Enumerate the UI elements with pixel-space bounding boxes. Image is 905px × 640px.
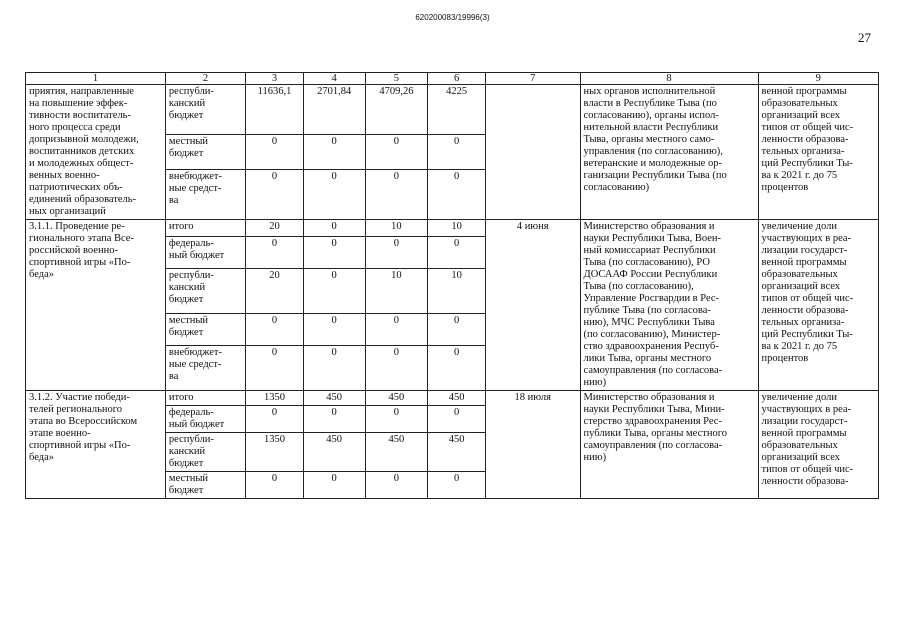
funding-source-cell: внебюджет- ные средст- ва [165,345,245,390]
amount-total-cell: 0 [246,169,304,219]
activity-name-cell: 3.1.2. Участие победи- телей регионального этапа во Всероссийском этапе военно- спортивной игры «По- беда» [26,391,166,499]
amount-year3-cell: 10 [428,220,486,237]
amount-year2-cell: 0 [365,314,428,345]
funding-source-cell: республи- канский бюджет [165,268,245,313]
funding-source-cell: внебюджет- ные средст- ва [165,169,245,219]
amount-total-cell: 20 [246,268,304,313]
amount-year2-cell: 450 [365,391,428,406]
amount-year3-cell: 4225 [428,85,486,135]
amount-year1-cell: 0 [303,268,365,313]
amount-total-cell: 0 [246,314,304,345]
amount-year2-cell: 0 [365,406,428,433]
table-row [26,85,879,135]
amount-year3-cell: 450 [428,433,486,472]
amount-year1-cell: 0 [303,406,365,433]
amount-year2-cell: 0 [365,135,428,170]
column-number: 5 [365,73,428,85]
column-number: 1 [26,73,166,85]
amount-year3-cell: 450 [428,391,486,406]
column-number: 4 [303,73,365,85]
funding-source-cell: местный бюджет [165,314,245,345]
amount-year2-cell: 4709,26 [365,85,428,135]
amount-year3-cell: 0 [428,472,486,499]
column-number-row [26,73,879,85]
responsible-cell: Министерство образования и науки Республики Тыва, Мини- стерство здравоохранения Рес- публики Тыва, органы местного самоуправления (по согласова- нию) [580,391,758,499]
column-number: 9 [758,73,878,85]
responsible-cell: ных органов исполнительной власти в Республике Тыва (по согласованию), органы испол- нительной власти Республики Тыва, органы местного само- управления (по согласованию), ветеранские и молодежные ор- ганизации Республики Тыва (по согласованию) [580,85,758,220]
amount-year1-cell: 0 [303,135,365,170]
table-row [26,220,879,237]
amount-total-cell: 20 [246,220,304,237]
amount-year3-cell: 10 [428,268,486,313]
column-number: 2 [165,73,245,85]
amount-year1-cell: 450 [303,391,365,406]
column-number: 7 [485,73,580,85]
table-row [26,391,879,406]
amount-year1-cell: 0 [303,472,365,499]
amount-year2-cell: 10 [365,220,428,237]
activity-name-cell: приятия, направленные на повышение эффек- тивности воспитатель- ного процесса среди допризывной молодежи, воспитанников детских и молодежных общест- венных военно- патриотических объ- единений образователь- ных организаций [26,85,166,220]
deadline-cell [485,85,580,220]
amount-total-cell: 0 [246,135,304,170]
amount-total-cell: 0 [246,406,304,433]
page-number: 27 [858,30,871,45]
amount-year1-cell: 0 [303,314,365,345]
funding-source-cell: республи- канский бюджет [165,433,245,472]
responsible-cell: Министерство образования и науки Республики Тыва, Воен- ный комиссариат Республики Тыва (по согласованию), РО ДОСААФ России Республики Тыва (по согласованию), Управление Росгвардии в Рес- публике Тыва (по согласова- нию), МЧС Республики Тыва (по согласованию), Министер- ство здравоохранения Респуб- лики Тыва, органы местного самоуправления (по согласова- нию) [580,220,758,391]
amount-year3-cell: 0 [428,169,486,219]
funding-source-cell: местный бюджет [165,135,245,170]
deadline-cell: 4 июня [485,220,580,391]
amount-year2-cell: 0 [365,237,428,268]
amount-year1-cell: 0 [303,220,365,237]
funding-source-cell: федераль- ный бюджет [165,406,245,433]
result-cell: увеличение доли участвующих в реа- лизации государст- венной программы образовательных организаций всех типов от общей чис- ленности образова- тельных организа- ций Республики Ты- ва к 2021 г. до 75 процентов [758,220,878,391]
document-code: 620200083/19996(3) [415,13,490,22]
column-number: 6 [428,73,486,85]
amount-total-cell: 1350 [246,391,304,406]
amount-year1-cell: 0 [303,345,365,390]
amount-year2-cell: 450 [365,433,428,472]
funding-source-cell: местный бюджет [165,472,245,499]
deadline-cell: 18 июля [485,391,580,499]
funding-source-cell: республи- канский бюджет [165,85,245,135]
amount-total-cell: 11636,1 [246,85,304,135]
amount-year3-cell: 0 [428,237,486,268]
amount-year2-cell: 10 [365,268,428,313]
amount-year3-cell: 0 [428,314,486,345]
funding-source-cell: итого [165,391,245,406]
amount-year3-cell: 0 [428,406,486,433]
column-number: 3 [246,73,304,85]
amount-year2-cell: 0 [365,169,428,219]
amount-year1-cell: 0 [303,169,365,219]
program-table [25,72,879,499]
amount-total-cell: 0 [246,237,304,268]
result-cell: увеличение доли участвующих в реа- лизации государст- венной программы образовательных организаций всех типов от общей чис- ленности образова- [758,391,878,499]
amount-year2-cell: 0 [365,472,428,499]
result-cell: венной программы образовательных организаций всех типов от общей чис- ленности образова- тельных организа- ций Республики Ты- ва к 2021 г. до 75 процентов [758,85,878,220]
amount-year1-cell: 2701,84 [303,85,365,135]
column-number: 8 [580,73,758,85]
amount-year3-cell: 0 [428,345,486,390]
amount-year1-cell: 450 [303,433,365,472]
funding-source-cell: итого [165,220,245,237]
activity-name-cell: 3.1.1. Проведение ре- гионального этапа Все- российской военно- спортивной игры «По- беда» [26,220,166,391]
amount-year3-cell: 0 [428,135,486,170]
amount-total-cell: 0 [246,345,304,390]
amount-total-cell: 1350 [246,433,304,472]
amount-year2-cell: 0 [365,345,428,390]
funding-source-cell: федераль- ный бюджет [165,237,245,268]
amount-year1-cell: 0 [303,237,365,268]
amount-total-cell: 0 [246,472,304,499]
